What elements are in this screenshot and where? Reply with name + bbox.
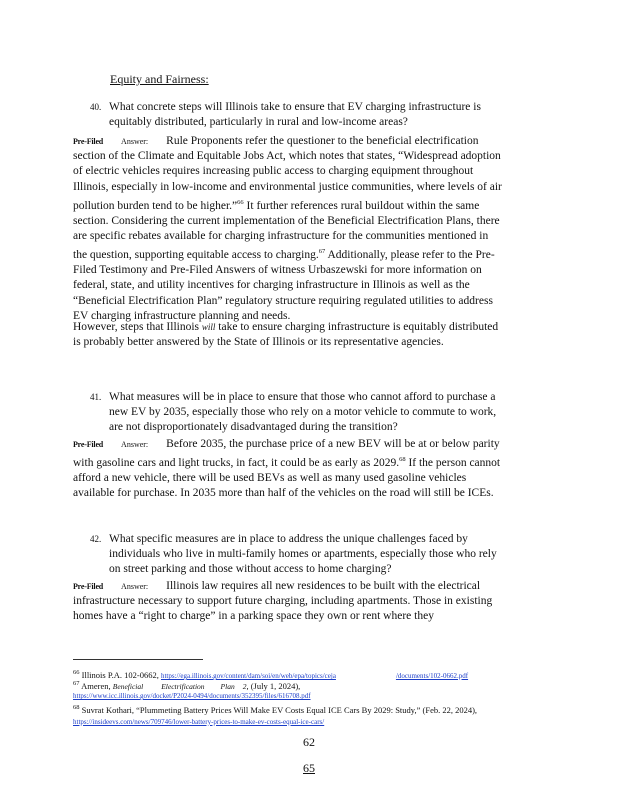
question-40 bbox=[90, 100, 510, 130]
prefiled-tag: Pre-Filed bbox=[73, 582, 104, 591]
answer-text: However, steps that Illinois bbox=[73, 321, 202, 333]
footnote-italic: Electrification bbox=[161, 681, 205, 691]
footnote-67-link-line bbox=[73, 690, 543, 702]
answer-text: If the person cannot afford a new vehicle, there will be used BEVs as well as many used gasoline vehicles available for purchase. In 2035 more than half of the vehicles on the road will still be ICEs. bbox=[73, 457, 501, 500]
section-heading: Equity and Fairness: bbox=[110, 72, 209, 86]
footnote-text: , (July 1, 2024), bbox=[246, 680, 301, 691]
question-number: 41. bbox=[90, 392, 102, 402]
answer-text: Illinois law requires all new residences to be built with the electrical infrastructure necessary to support future charging, including apartments. Those in existing homes have a “right to charge” in a parking space they own or rent where they bbox=[73, 580, 493, 623]
footnote-link[interactable]: https://insideevs.com/news/709746/lower-battery-prices-to-make-ev-costs-equal-ice-cars/ bbox=[73, 717, 325, 726]
question-42 bbox=[90, 532, 510, 577]
prefiled-tag: Pre-Filed bbox=[73, 137, 104, 146]
footnote-text: Suvrat Kothari, “Plummeting Battery Prices Will Make EV Costs Equal ICE Cars By 2029: Study,” (Feb. 22, 2024), bbox=[79, 704, 478, 715]
footnote-divider bbox=[73, 659, 203, 660]
footnote-number: 66 bbox=[73, 669, 80, 676]
answer-tag: Answer: bbox=[121, 440, 149, 449]
page-number: 62 bbox=[303, 735, 315, 749]
question-number: 40. bbox=[90, 102, 102, 112]
emphasis-will: will bbox=[201, 322, 216, 332]
answer-text: take to ensure charging infrastructure is equitably distributed is probably better answered by the State of Illinois or its representative agencies. bbox=[73, 321, 499, 349]
footnote-ref-67[interactable]: 67 bbox=[318, 248, 326, 256]
answer-40 bbox=[73, 134, 505, 324]
footnote-68 bbox=[73, 702, 543, 728]
question-41 bbox=[90, 390, 510, 435]
question-text: What concrete steps will Illinois take to ensure that EV charging infrastructure is equitably distributed, particularly in rural and low-income areas? bbox=[109, 101, 481, 128]
answer-41 bbox=[73, 437, 505, 502]
answer-tag: Answer: bbox=[121, 582, 149, 591]
prefiled-tag: Pre-Filed bbox=[73, 440, 104, 449]
footnote-italic: Beneficial bbox=[112, 681, 144, 691]
answer-tag: Answer: bbox=[121, 137, 149, 146]
question-text: What specific measures are in place to address the unique challenges faced by individuals who live in multi-family homes or apartments, especially those who rely on street parking and those without access to home charging? bbox=[109, 533, 497, 575]
footnote-link[interactable]: /documents/102-0662.pdf bbox=[395, 671, 469, 680]
footnote-link[interactable]: https://ega.illinois.gov/content/dam/soi/en/web/epa/topics/ceja bbox=[160, 671, 336, 680]
footnote-text: Ameren, bbox=[79, 680, 113, 691]
footnote-italic: Plan bbox=[220, 681, 235, 691]
answer-text: Additionally, please refer to the Pre-Filed Testimony and Pre-Filed Answers of witness Urbaszewski for more information on federal, state, and utility incentives for charging infrastructure in Illinois as well as the “Beneficial Electrification Plan” regulatory structure requiring regulated utilities to address EV charging infrastructure planning and needs. bbox=[73, 249, 495, 322]
footnote-link[interactable]: https://www.icc.illinois.gov/docket/P2024-0494/documents/352395/files/616708.pdf bbox=[73, 692, 311, 700]
footnote-ref-68[interactable]: 68 bbox=[399, 456, 406, 464]
question-number: 42. bbox=[90, 534, 102, 544]
answer-42 bbox=[73, 579, 505, 625]
answer-text: Before 2035, the purchase price of a new BEV will be at or below parity with gasoline cars and light trucks, in fact, it could be as early as 2029. bbox=[73, 438, 500, 470]
footnote-number: 68 bbox=[73, 704, 80, 711]
page-number-underlined: 65 bbox=[303, 761, 315, 775]
answer-40-paragraph-2 bbox=[73, 320, 505, 350]
footnote-ref-66[interactable]: 66 bbox=[237, 198, 244, 206]
answer-text: It further references rural buildout within the same section. Considering the current implementation of the Beneficial Electrification Plans, there are specific rebates available for charging infrastructure for the communities mentioned in the question, supporting equitable access to charging. bbox=[73, 199, 500, 262]
page-number-secondary bbox=[0, 761, 618, 776]
question-text: What measures will be in place to ensure that those who cannot afford to purchase a new EV by 2035, especially those who rely on a motor vehicle to commute to work, are not disproportionately disadvantaged during the transition? bbox=[109, 391, 497, 433]
answer-text: Rule Proponents refer the questioner to the beneficial electrification section of the Climate and Equitable Jobs Act, which notes that states, “Widespread adoption of electric vehicles requires increasing public access to charging equipment throughout Illinois, especially in low-income and environmental justice communities, where levels of air pollution burden tend to be higher.” bbox=[73, 135, 502, 212]
footnote-text: Illinois P.A. 102-0662, bbox=[79, 669, 161, 680]
footnote-number: 67 bbox=[73, 680, 80, 687]
footnote-italic: 2 bbox=[242, 681, 247, 691]
